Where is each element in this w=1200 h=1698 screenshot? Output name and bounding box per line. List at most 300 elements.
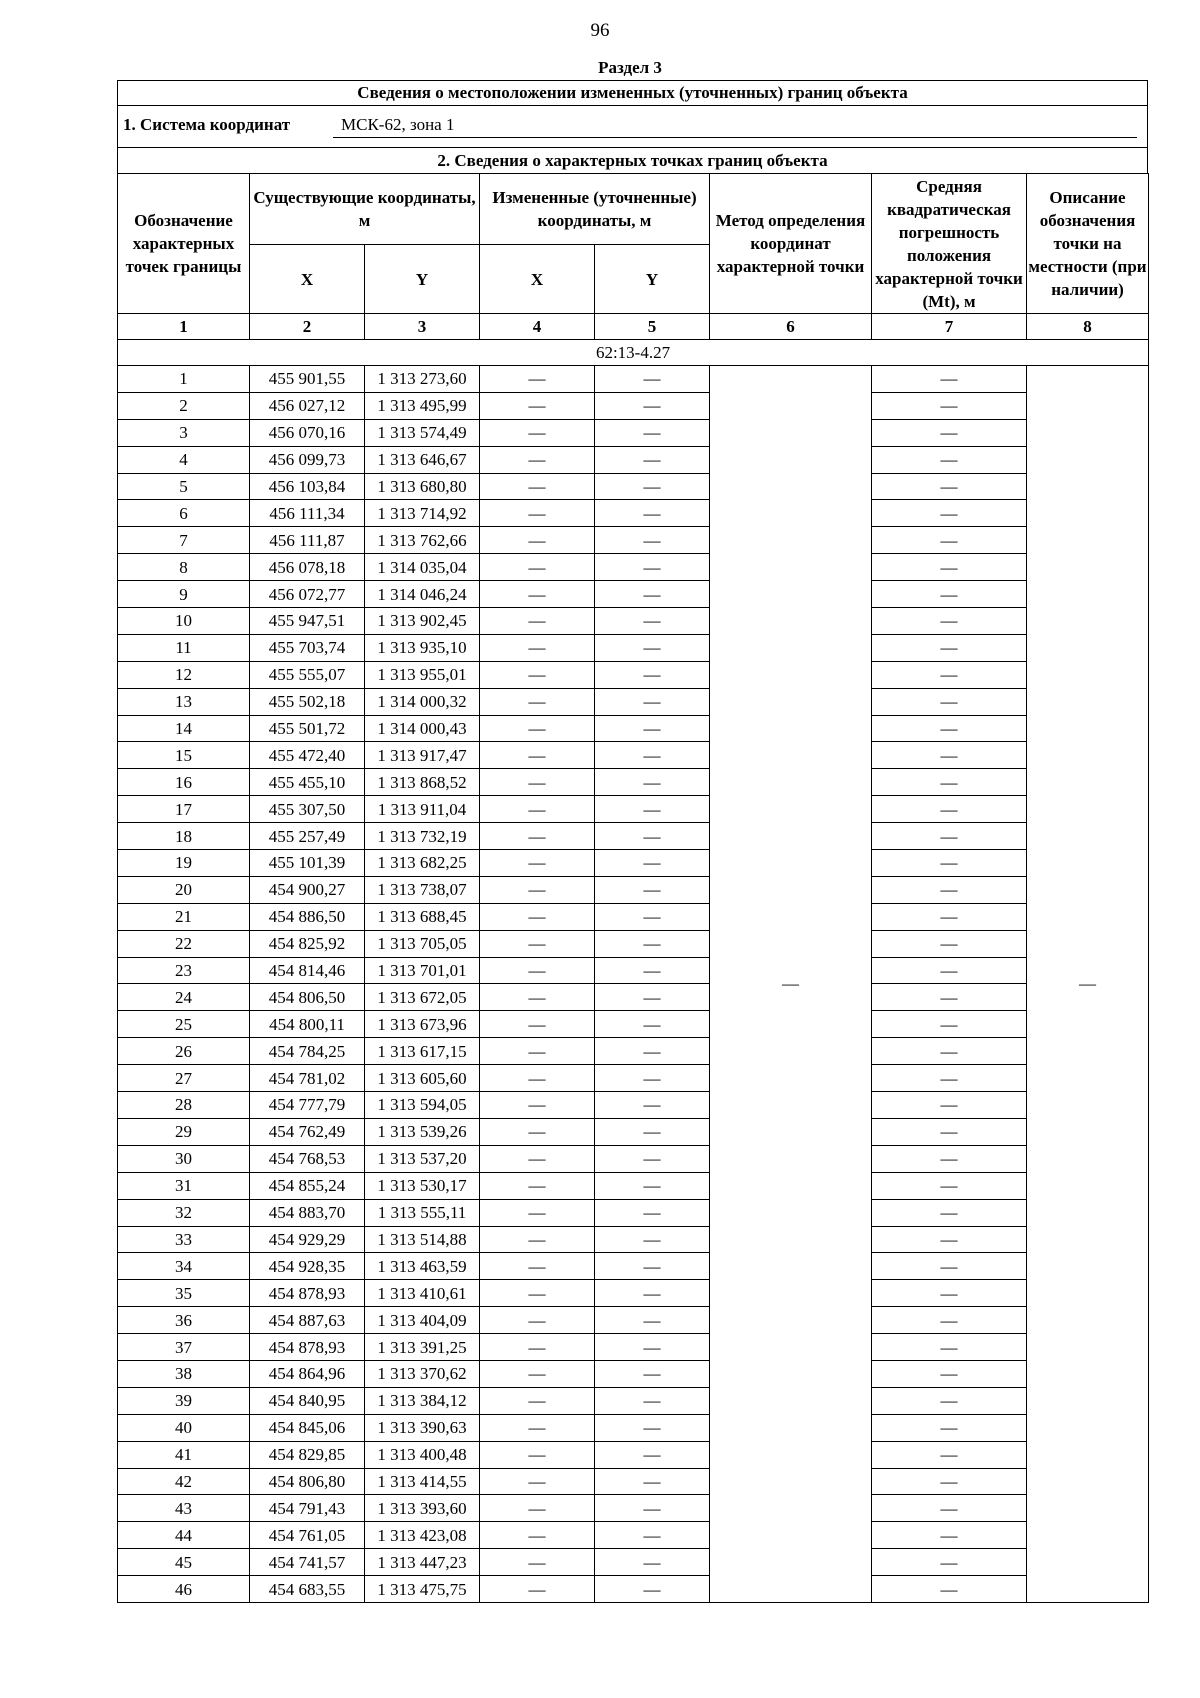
updated-y: — [595, 608, 710, 635]
point-number: 36 [118, 1307, 250, 1334]
table-row [118, 930, 1149, 957]
existing-y: 1 313 935,10 [365, 634, 480, 661]
existing-x: 454 791,43 [250, 1495, 365, 1522]
updated-y: — [595, 366, 710, 393]
existing-x: 454 887,63 [250, 1307, 365, 1334]
updated-y: — [595, 1522, 710, 1549]
point-number: 4 [118, 446, 250, 473]
existing-y: 1 313 391,25 [365, 1334, 480, 1361]
existing-x: 454 878,93 [250, 1280, 365, 1307]
existing-y: 1 313 410,61 [365, 1280, 480, 1307]
header-description: Описание обозначения точки на местности (при наличии) [1027, 174, 1149, 314]
updated-x: — [480, 823, 595, 850]
table-row [118, 1387, 1149, 1414]
updated-y: — [595, 850, 710, 877]
updated-y: — [595, 984, 710, 1011]
table-row [118, 1414, 1149, 1441]
existing-y: 1 313 688,45 [365, 903, 480, 930]
mean-square-error: — [872, 1226, 1027, 1253]
point-number: 22 [118, 930, 250, 957]
updated-x: — [480, 1038, 595, 1065]
table-row [118, 1468, 1149, 1495]
updated-y: — [595, 419, 710, 446]
table-row [118, 1441, 1149, 1468]
mean-square-error: — [872, 715, 1027, 742]
mean-square-error: — [872, 1441, 1027, 1468]
updated-x: — [480, 1334, 595, 1361]
existing-x: 454 883,70 [250, 1199, 365, 1226]
updated-y: — [595, 688, 710, 715]
table-row [118, 1253, 1149, 1280]
updated-y: — [595, 1011, 710, 1038]
point-number: 12 [118, 661, 250, 688]
updated-y: — [595, 1199, 710, 1226]
point-number: 3 [118, 419, 250, 446]
updated-x: — [480, 1199, 595, 1226]
point-number: 9 [118, 581, 250, 608]
mean-square-error: — [872, 984, 1027, 1011]
updated-y: — [595, 957, 710, 984]
updated-y: — [595, 634, 710, 661]
existing-x: 454 855,24 [250, 1172, 365, 1199]
updated-x: — [480, 1414, 595, 1441]
point-number: 46 [118, 1576, 250, 1603]
updated-x: — [480, 796, 595, 823]
updated-x: — [480, 1092, 595, 1119]
table-row [118, 850, 1149, 877]
updated-y: — [595, 1549, 710, 1576]
existing-x: 456 111,87 [250, 527, 365, 554]
updated-x: — [480, 1468, 595, 1495]
existing-y: 1 313 390,63 [365, 1414, 480, 1441]
table-row [118, 1549, 1149, 1576]
mean-square-error: — [872, 688, 1027, 715]
updated-x: — [480, 1118, 595, 1145]
existing-x: 456 099,73 [250, 446, 365, 473]
point-number: 1 [118, 366, 250, 393]
point-number: 29 [118, 1118, 250, 1145]
table-row [118, 608, 1149, 635]
mean-square-error: — [872, 1576, 1027, 1603]
updated-y: — [595, 1145, 710, 1172]
table-row [118, 634, 1149, 661]
updated-y: — [595, 1172, 710, 1199]
table-row [118, 500, 1149, 527]
mean-square-error: — [872, 392, 1027, 419]
table-row [118, 446, 1149, 473]
column-number: 8 [1027, 314, 1149, 340]
existing-x: 455 257,49 [250, 823, 365, 850]
point-number: 17 [118, 796, 250, 823]
existing-x: 454 762,49 [250, 1118, 365, 1145]
updated-x: — [480, 1172, 595, 1199]
existing-x: 454 761,05 [250, 1522, 365, 1549]
existing-y: 1 313 530,17 [365, 1172, 480, 1199]
column-number: 6 [710, 314, 872, 340]
point-number: 19 [118, 850, 250, 877]
mean-square-error: — [872, 1199, 1027, 1226]
point-number: 23 [118, 957, 250, 984]
point-number: 7 [118, 527, 250, 554]
existing-y: 1 314 035,04 [365, 554, 480, 581]
table-row [118, 1576, 1149, 1603]
table-row [118, 742, 1149, 769]
header-mean-square-error: Средняя квадратическая погрешность положения характерной точки (Mt), м [872, 174, 1027, 314]
updated-x: — [480, 527, 595, 554]
updated-x: — [480, 446, 595, 473]
parcel-row [118, 340, 1149, 366]
existing-x: 455 472,40 [250, 742, 365, 769]
mean-square-error: — [872, 500, 1027, 527]
point-number: 45 [118, 1549, 250, 1576]
updated-x: — [480, 742, 595, 769]
mean-square-error: — [872, 1495, 1027, 1522]
table-row [118, 1172, 1149, 1199]
existing-y: 1 313 514,88 [365, 1226, 480, 1253]
point-number: 25 [118, 1011, 250, 1038]
updated-x: — [480, 1226, 595, 1253]
existing-x: 455 501,72 [250, 715, 365, 742]
updated-y: — [595, 1226, 710, 1253]
existing-x: 454 928,35 [250, 1253, 365, 1280]
mean-square-error: — [872, 473, 1027, 500]
existing-x: 455 502,18 [250, 688, 365, 715]
updated-y: — [595, 1495, 710, 1522]
table-row [118, 1226, 1149, 1253]
updated-x: — [480, 1549, 595, 1576]
column-number: 4 [480, 314, 595, 340]
mean-square-error: — [872, 1038, 1027, 1065]
updated-x: — [480, 1065, 595, 1092]
boundary-document [117, 80, 1148, 1603]
table-row [118, 1495, 1149, 1522]
updated-x: — [480, 688, 595, 715]
existing-y: 1 313 617,15 [365, 1038, 480, 1065]
point-number: 38 [118, 1360, 250, 1387]
existing-y: 1 313 605,60 [365, 1065, 480, 1092]
point-number: 41 [118, 1441, 250, 1468]
existing-y: 1 313 955,01 [365, 661, 480, 688]
table-row [118, 1118, 1149, 1145]
header-updated-x: X [480, 245, 595, 314]
existing-x: 455 901,55 [250, 366, 365, 393]
existing-x: 454 829,85 [250, 1441, 365, 1468]
mean-square-error: — [872, 1307, 1027, 1334]
existing-x: 455 307,50 [250, 796, 365, 823]
existing-x: 454 878,93 [250, 1334, 365, 1361]
updated-y: — [595, 446, 710, 473]
existing-y: 1 313 672,05 [365, 984, 480, 1011]
updated-y: — [595, 1038, 710, 1065]
existing-x: 455 703,74 [250, 634, 365, 661]
table-row [118, 688, 1149, 715]
column-numbers-row [118, 314, 1149, 340]
mean-square-error: — [872, 608, 1027, 635]
existing-x: 454 814,46 [250, 957, 365, 984]
updated-y: — [595, 903, 710, 930]
updated-y: — [595, 554, 710, 581]
existing-x: 454 784,25 [250, 1038, 365, 1065]
point-number: 28 [118, 1092, 250, 1119]
mean-square-error: — [872, 1468, 1027, 1495]
mean-square-error: — [872, 1280, 1027, 1307]
existing-y: 1 313 762,66 [365, 527, 480, 554]
existing-y: 1 313 732,19 [365, 823, 480, 850]
existing-x: 454 800,11 [250, 1011, 365, 1038]
existing-y: 1 314 046,24 [365, 581, 480, 608]
existing-x: 454 886,50 [250, 903, 365, 930]
updated-x: — [480, 554, 595, 581]
mean-square-error: — [872, 903, 1027, 930]
updated-y: — [595, 1360, 710, 1387]
mean-square-error: — [872, 1549, 1027, 1576]
existing-x: 454 777,79 [250, 1092, 365, 1119]
mean-square-error: — [872, 1118, 1027, 1145]
existing-y: 1 313 594,05 [365, 1092, 480, 1119]
mean-square-error: — [872, 554, 1027, 581]
updated-y: — [595, 1118, 710, 1145]
table-row [118, 661, 1149, 688]
mean-square-error: — [872, 1145, 1027, 1172]
existing-y: 1 313 705,05 [365, 930, 480, 957]
point-number: 2 [118, 392, 250, 419]
updated-y: — [595, 823, 710, 850]
existing-y: 1 313 911,04 [365, 796, 480, 823]
existing-y: 1 313 537,20 [365, 1145, 480, 1172]
updated-x: — [480, 392, 595, 419]
existing-y: 1 313 404,09 [365, 1307, 480, 1334]
table-row [118, 366, 1149, 393]
existing-y: 1 313 384,12 [365, 1387, 480, 1414]
table-row [118, 1199, 1149, 1226]
existing-y: 1 313 414,55 [365, 1468, 480, 1495]
updated-x: — [480, 419, 595, 446]
point-number: 15 [118, 742, 250, 769]
table-row [118, 903, 1149, 930]
updated-x: — [480, 903, 595, 930]
updated-x: — [480, 1280, 595, 1307]
mean-square-error: — [872, 419, 1027, 446]
existing-y: 1 313 370,62 [365, 1360, 480, 1387]
mean-square-error: — [872, 1522, 1027, 1549]
updated-y: — [595, 742, 710, 769]
point-number: 18 [118, 823, 250, 850]
header-existing-y: Y [365, 245, 480, 314]
mean-square-error: — [872, 1092, 1027, 1119]
table-row [118, 392, 1149, 419]
mean-square-error: — [872, 1065, 1027, 1092]
existing-y: 1 313 495,99 [365, 392, 480, 419]
mean-square-error: — [872, 527, 1027, 554]
existing-x: 455 947,51 [250, 608, 365, 635]
mean-square-error: — [872, 661, 1027, 688]
existing-x: 456 072,77 [250, 581, 365, 608]
existing-y: 1 313 555,11 [365, 1199, 480, 1226]
existing-y: 1 313 868,52 [365, 769, 480, 796]
existing-y: 1 313 539,26 [365, 1118, 480, 1145]
updated-x: — [480, 984, 595, 1011]
existing-x: 456 027,12 [250, 392, 365, 419]
point-number: 11 [118, 634, 250, 661]
updated-y: — [595, 930, 710, 957]
header-point-designation: Обозначение характерных точек границы [118, 174, 250, 314]
coordinate-system-row [118, 106, 1147, 148]
existing-y: 1 313 738,07 [365, 876, 480, 903]
coordinate-system-underline [333, 137, 1137, 138]
existing-y: 1 313 393,60 [365, 1495, 480, 1522]
updated-y: — [595, 1387, 710, 1414]
updated-x: — [480, 1307, 595, 1334]
point-number: 10 [118, 608, 250, 635]
existing-x: 454 768,53 [250, 1145, 365, 1172]
existing-x: 455 555,07 [250, 661, 365, 688]
updated-y: — [595, 1065, 710, 1092]
existing-y: 1 313 680,80 [365, 473, 480, 500]
mean-square-error: — [872, 823, 1027, 850]
existing-x: 455 101,39 [250, 850, 365, 877]
table-row [118, 1011, 1149, 1038]
updated-x: — [480, 957, 595, 984]
table-row [118, 1092, 1149, 1119]
updated-y: — [595, 1307, 710, 1334]
updated-x: — [480, 1145, 595, 1172]
point-number: 27 [118, 1065, 250, 1092]
table-row [118, 769, 1149, 796]
mean-square-error: — [872, 634, 1027, 661]
mean-square-error: — [872, 796, 1027, 823]
point-number: 20 [118, 876, 250, 903]
existing-y: 1 313 701,01 [365, 957, 480, 984]
updated-y: — [595, 769, 710, 796]
existing-x: 454 929,29 [250, 1226, 365, 1253]
point-number: 39 [118, 1387, 250, 1414]
point-number: 24 [118, 984, 250, 1011]
updated-y: — [595, 1414, 710, 1441]
updated-x: — [480, 1441, 595, 1468]
existing-x: 455 455,10 [250, 769, 365, 796]
point-number: 33 [118, 1226, 250, 1253]
existing-y: 1 313 273,60 [365, 366, 480, 393]
existing-y: 1 313 423,08 [365, 1522, 480, 1549]
point-number: 6 [118, 500, 250, 527]
point-number: 34 [118, 1253, 250, 1280]
updated-x: — [480, 930, 595, 957]
existing-x: 456 078,18 [250, 554, 365, 581]
existing-y: 1 313 475,75 [365, 1576, 480, 1603]
coordinate-system-value: МСК-62, зона 1 [341, 115, 455, 134]
table-row [118, 957, 1149, 984]
point-number: 5 [118, 473, 250, 500]
method-value: — [710, 366, 872, 1603]
updated-x: — [480, 1011, 595, 1038]
header-updated-y: Y [595, 245, 710, 314]
existing-y: 1 313 917,47 [365, 742, 480, 769]
existing-x: 454 683,55 [250, 1576, 365, 1603]
updated-x: — [480, 1576, 595, 1603]
updated-x: — [480, 769, 595, 796]
existing-y: 1 314 000,43 [365, 715, 480, 742]
mean-square-error: — [872, 876, 1027, 903]
updated-y: — [595, 500, 710, 527]
table-row [118, 1522, 1149, 1549]
updated-y: — [595, 715, 710, 742]
header-existing-coordinates: Существующие координаты, м [250, 174, 480, 245]
updated-x: — [480, 1360, 595, 1387]
column-number: 7 [872, 314, 1027, 340]
point-number: 30 [118, 1145, 250, 1172]
table-row [118, 1360, 1149, 1387]
table-row [118, 554, 1149, 581]
mean-square-error: — [872, 769, 1027, 796]
updated-x: — [480, 850, 595, 877]
existing-y: 1 313 714,92 [365, 500, 480, 527]
existing-x: 454 864,96 [250, 1360, 365, 1387]
updated-y: — [595, 473, 710, 500]
point-number: 21 [118, 903, 250, 930]
point-number: 13 [118, 688, 250, 715]
table-row [118, 715, 1149, 742]
table-row [118, 527, 1149, 554]
mean-square-error: — [872, 1387, 1027, 1414]
point-number: 32 [118, 1199, 250, 1226]
table-row [118, 581, 1149, 608]
existing-y: 1 313 682,25 [365, 850, 480, 877]
mean-square-error: — [872, 1011, 1027, 1038]
existing-x: 454 840,95 [250, 1387, 365, 1414]
updated-x: — [480, 1387, 595, 1414]
point-number: 26 [118, 1038, 250, 1065]
updated-x: — [480, 366, 595, 393]
existing-x: 454 900,27 [250, 876, 365, 903]
parcel-number: 62:13-4.27 [118, 340, 1149, 366]
point-number: 35 [118, 1280, 250, 1307]
mean-square-error: — [872, 581, 1027, 608]
point-number: 8 [118, 554, 250, 581]
existing-y: 1 313 646,67 [365, 446, 480, 473]
existing-y: 1 313 400,48 [365, 1441, 480, 1468]
existing-y: 1 313 574,49 [365, 419, 480, 446]
mean-square-error: — [872, 1414, 1027, 1441]
existing-x: 454 806,80 [250, 1468, 365, 1495]
existing-x: 456 070,16 [250, 419, 365, 446]
updated-x: — [480, 500, 595, 527]
updated-y: — [595, 581, 710, 608]
updated-x: — [480, 581, 595, 608]
table-row [118, 1307, 1149, 1334]
description-value: — [1027, 366, 1149, 1603]
column-number: 1 [118, 314, 250, 340]
point-number: 40 [118, 1414, 250, 1441]
updated-y: — [595, 1253, 710, 1280]
mean-square-error: — [872, 742, 1027, 769]
updated-x: — [480, 608, 595, 635]
mean-square-error: — [872, 1334, 1027, 1361]
updated-x: — [480, 876, 595, 903]
mean-square-error: — [872, 366, 1027, 393]
table-row [118, 796, 1149, 823]
updated-y: — [595, 1576, 710, 1603]
existing-x: 454 845,06 [250, 1414, 365, 1441]
point-number: 14 [118, 715, 250, 742]
updated-x: — [480, 1495, 595, 1522]
updated-x: — [480, 634, 595, 661]
updated-y: — [595, 796, 710, 823]
point-number: 16 [118, 769, 250, 796]
updated-x: — [480, 661, 595, 688]
header-updated-coordinates: Измененные (уточненные) координаты, м [480, 174, 710, 245]
updated-x: — [480, 473, 595, 500]
updated-x: — [480, 715, 595, 742]
